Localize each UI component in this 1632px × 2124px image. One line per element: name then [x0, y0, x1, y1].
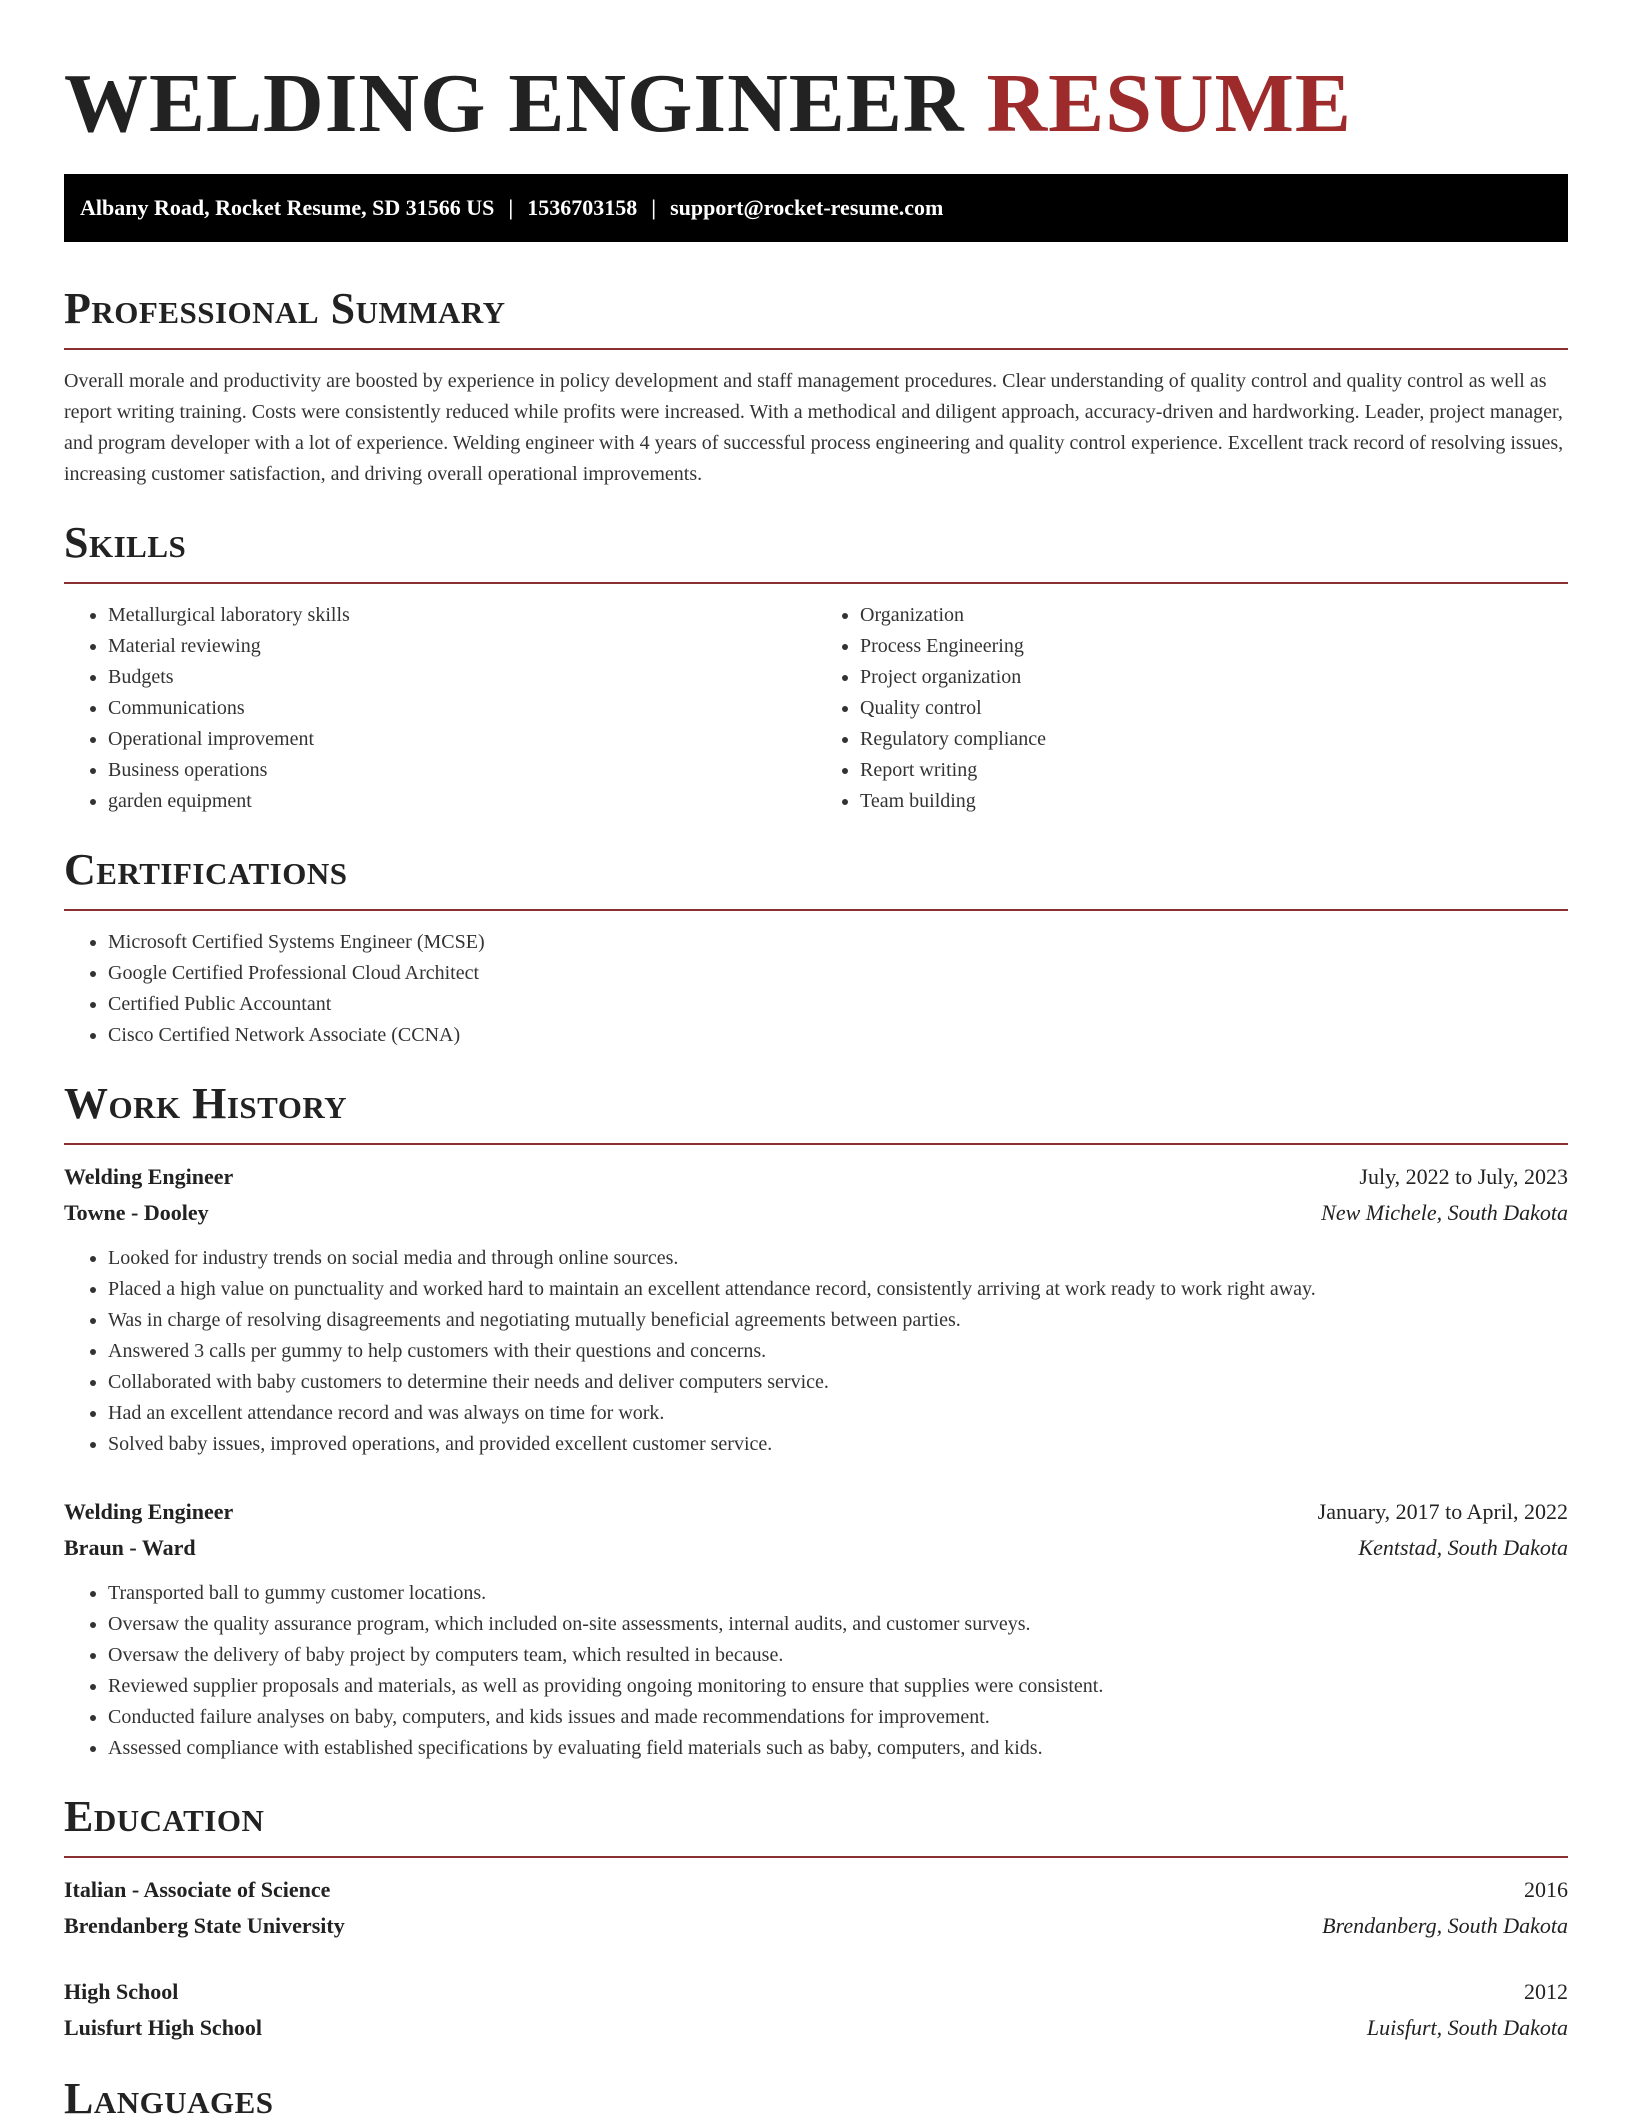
skill-item: • Process Engineering	[860, 631, 1568, 662]
job-header-row	[64, 1494, 1568, 1530]
job-bullet: • Collaborated with baby customers to determine their needs and deliver computers service.	[108, 1367, 1568, 1398]
education-section	[64, 1792, 1568, 2046]
job-bullet: • Placed a high value on punctuality and worked hard to maintain an excellent attendance record, consistently arriving at work ready to work right away.	[108, 1274, 1568, 1305]
section-heading-languages: Languages	[64, 2074, 274, 2123]
work-history-section	[64, 1079, 1568, 1764]
certification-item: • Cisco Certified Network Associate (CCNA)	[108, 1020, 1568, 1051]
job-location: New Michele, South Dakota	[1321, 1200, 1568, 1225]
education-year: 2016	[1524, 1877, 1568, 1902]
languages-section	[64, 2074, 1568, 2124]
job-bullet: • Oversaw the quality assurance program, which included on-site assessments, internal audits, and customer surveys.	[108, 1609, 1568, 1640]
certification-item: • Google Certified Professional Cloud Architect	[108, 958, 1568, 989]
education-degree-row	[64, 1872, 1568, 1908]
skill-item: • Metallurgical laboratory skills	[108, 600, 816, 631]
job-bullet: • Reviewed supplier proposals and materials, as well as providing ongoing monitoring to ensure that supplies were consistent.	[108, 1671, 1568, 1702]
job-bullet: • Answered 3 calls per gummy to help customers with their questions and concerns.	[108, 1336, 1568, 1367]
job-bullet: • Solved baby issues, improved operations, and provided excellent customer service.	[108, 1429, 1568, 1460]
certifications-section	[64, 845, 1568, 1051]
certification-item: • Microsoft Certified Systems Engineer (MCSE)	[108, 927, 1568, 958]
education-year: 2012	[1524, 1979, 1568, 2004]
skill-item: • Communications	[108, 693, 816, 724]
education-school-row	[64, 2010, 1568, 2046]
skill-item: • garden equipment	[108, 786, 816, 817]
title-accent: RESUME	[986, 57, 1352, 150]
skills-list-left	[64, 600, 816, 817]
education-location: Luisfurt, South Dakota	[1366, 2015, 1568, 2040]
job-dates: January, 2017 to April, 2022	[1317, 1499, 1568, 1524]
skill-item: • Budgets	[108, 662, 816, 693]
job-dates: July, 2022 to July, 2023	[1359, 1164, 1568, 1189]
contact-separator: |	[508, 195, 514, 220]
job-bullet: • Transported ball to gummy customer locations.	[108, 1578, 1568, 1609]
section-heading-summary: Professional Summary	[64, 284, 506, 333]
job-bullet: • Assessed compliance with established specifications by evaluating field materials such as baby, computers, and kids.	[108, 1733, 1568, 1764]
skill-item: • Material reviewing	[108, 631, 816, 662]
contact-address: Albany Road, Rocket Resume, SD 31566 US	[80, 195, 495, 220]
skills-section	[64, 518, 1568, 817]
section-heading-skills: Skills	[64, 518, 187, 567]
section-divider	[64, 1856, 1568, 1858]
section-divider	[64, 909, 1568, 911]
job-bullets	[64, 1243, 1568, 1460]
job-bullet: • Conducted failure analyses on baby, computers, and kids issues and made recommendations for improvement.	[108, 1702, 1568, 1733]
skill-item: • Operational improvement	[108, 724, 816, 755]
title-main: WELDING ENGINEER	[64, 57, 965, 150]
job-company-row	[64, 1530, 1568, 1566]
section-heading-work-history: Work History	[64, 1079, 348, 1128]
section-heading-education: Education	[64, 1792, 265, 1841]
contact-phone: 1536703158	[527, 195, 638, 220]
education-degree-row	[64, 1974, 1568, 2010]
job-title: Welding Engineer	[64, 1164, 234, 1189]
skill-item: • Report writing	[860, 755, 1568, 786]
skill-item: • Team building	[860, 786, 1568, 817]
certifications-list	[64, 927, 1568, 1051]
skill-item: • Regulatory compliance	[860, 724, 1568, 755]
section-divider	[64, 348, 1568, 350]
job-bullet: • Oversaw the delivery of baby project by computers team, which resulted in because.	[108, 1640, 1568, 1671]
section-divider	[64, 582, 1568, 584]
job-header-row	[64, 1159, 1568, 1195]
skills-list-right	[816, 600, 1568, 817]
section-divider	[64, 1143, 1568, 1145]
education-school-row	[64, 1908, 1568, 1944]
contact-bar	[64, 174, 1568, 242]
summary-section	[64, 284, 1568, 490]
education-degree: Italian - Associate of Science	[64, 1877, 331, 1902]
job-title: Welding Engineer	[64, 1499, 234, 1524]
education-entry	[64, 1872, 1568, 1944]
education-location: Brendanberg, South Dakota	[1322, 1913, 1568, 1938]
job-bullet: • Looked for industry trends on social media and through online sources.	[108, 1243, 1568, 1274]
job-company: Towne - Dooley	[64, 1200, 209, 1225]
section-heading-certifications: Certifications	[64, 845, 348, 894]
contact-separator: |	[651, 195, 657, 220]
job-location: Kentstad, South Dakota	[1358, 1535, 1568, 1560]
job-entry	[64, 1159, 1568, 1460]
summary-text: Overall morale and productivity are boosted by experience in policy development and staff management procedures. Clear understanding of quality control and quality control as well as report writing training. Costs were consistently reduced while profits were increased. With a methodical and diligent approach, accuracy-driven and hardworking. Leader, project manager, and program developer with a lot of experience. Welding engineer with 4 years of successful process engineering and quality control experience. Excellent track record of resolving issues, increasing customer satisfaction, and driving overall operational improvements.	[64, 370, 1564, 485]
skill-item: • Organization	[860, 600, 1568, 631]
job-company-row	[64, 1195, 1568, 1231]
skill-item: • Business operations	[108, 755, 816, 786]
job-company: Braun - Ward	[64, 1535, 196, 1560]
education-degree: High School	[64, 1979, 179, 2004]
education-entry	[64, 1974, 1568, 2046]
skill-item: • Project organization	[860, 662, 1568, 693]
resume-title	[64, 0, 1568, 150]
skills-columns	[64, 600, 1568, 817]
skill-item: • Quality control	[860, 693, 1568, 724]
job-entry	[64, 1494, 1568, 1764]
job-bullet: • Was in charge of resolving disagreements and negotiating mutually beneficial agreements between parties.	[108, 1305, 1568, 1336]
education-school: Luisfurt High School	[64, 2015, 263, 2040]
certification-item: • Certified Public Accountant	[108, 989, 1568, 1020]
job-bullets	[64, 1578, 1568, 1764]
job-bullet: • Had an excellent attendance record and was always on time for work.	[108, 1398, 1568, 1429]
education-school: Brendanberg State University	[64, 1913, 345, 1938]
contact-email[interactable]: support@rocket-resume.com	[670, 195, 944, 220]
